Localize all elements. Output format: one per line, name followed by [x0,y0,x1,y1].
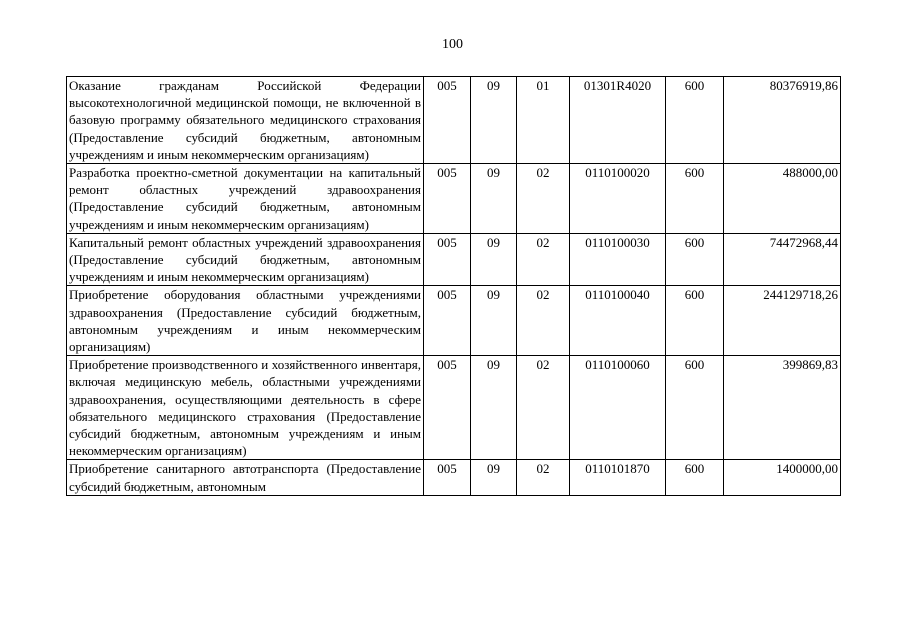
target-code-cell: 0110100060 [570,356,666,460]
subsection-code-cell: 02 [517,164,570,234]
row-name-cell: Разработка проектно-сметной документации на капитальный ремонт областных учреждений здравоохранения (Предоставление субсидий бюджетным, автономным учреждениям и иным некоммерческим организациям) [67,164,424,234]
table-row [67,77,841,164]
page-number: 100 [442,37,463,52]
target-code-cell: 0110100040 [570,286,666,356]
expense-type-cell: 600 [666,164,724,234]
ministry-code-cell: 005 [424,460,471,495]
expense-type-cell: 600 [666,77,724,164]
subsection-code-cell: 01 [517,77,570,164]
expense-type-cell: 600 [666,233,724,286]
section-code-cell: 09 [471,233,517,286]
row-name-cell: Оказание гражданам Российской Федерации высокотехнологичной медицинской помощи, не включенной в базовую программу обязательного медицинского страхования (Предоставление субсидий бюджетным, автономным учреждениям и иным некоммерческим организациям) [67,77,424,164]
amount-cell: 488000,00 [724,164,841,234]
table-row [67,460,841,495]
section-code-cell: 09 [471,460,517,495]
ministry-code-cell: 005 [424,286,471,356]
expense-type-cell: 600 [666,356,724,460]
subsection-code-cell: 02 [517,356,570,460]
amount-cell: 80376919,86 [724,77,841,164]
section-code-cell: 09 [471,77,517,164]
amount-cell: 74472968,44 [724,233,841,286]
subsection-code-cell: 02 [517,233,570,286]
target-code-cell: 0110100020 [570,164,666,234]
row-name-cell: Приобретение производственного и хозяйственного инвентаря, включая медицинскую мебель, областными учреждениями здравоохранения, осуществляющими деятельность в сфере обязательного медицинского страхования (Предоставление субсидий бюджетным, автономным учреждениям и иным некоммерческим организациям) [67,356,424,460]
table-row [67,356,841,460]
ministry-code-cell: 005 [424,164,471,234]
section-code-cell: 09 [471,356,517,460]
amount-cell: 399869,83 [724,356,841,460]
section-code-cell: 09 [471,286,517,356]
target-code-cell: 01301R4020 [570,77,666,164]
target-code-cell: 0110101870 [570,460,666,495]
expense-type-cell: 600 [666,286,724,356]
row-name-cell: Приобретение санитарного автотранспорта (Предоставление субсидий бюджетным, автономным [67,460,424,495]
row-name-cell: Приобретение оборудования областными учреждениями здравоохранения (Предоставление субсидий бюджетным, автономным учреждениям и иным некоммерческим организациям) [67,286,424,356]
table-row [67,286,841,356]
row-name-cell: Капитальный ремонт областных учреждений здравоохранения (Предоставление субсидий бюджетным, автономным учреждениям и иным некоммерческим организациям) [67,233,424,286]
table-row [67,164,841,234]
ministry-code-cell: 005 [424,233,471,286]
budget-table [66,76,841,496]
subsection-code-cell: 02 [517,286,570,356]
ministry-code-cell: 005 [424,77,471,164]
ministry-code-cell: 005 [424,356,471,460]
target-code-cell: 0110100030 [570,233,666,286]
amount-cell: 1400000,00 [724,460,841,495]
subsection-code-cell: 02 [517,460,570,495]
expense-type-cell: 600 [666,460,724,495]
table-row [67,233,841,286]
amount-cell: 244129718,26 [724,286,841,356]
section-code-cell: 09 [471,164,517,234]
